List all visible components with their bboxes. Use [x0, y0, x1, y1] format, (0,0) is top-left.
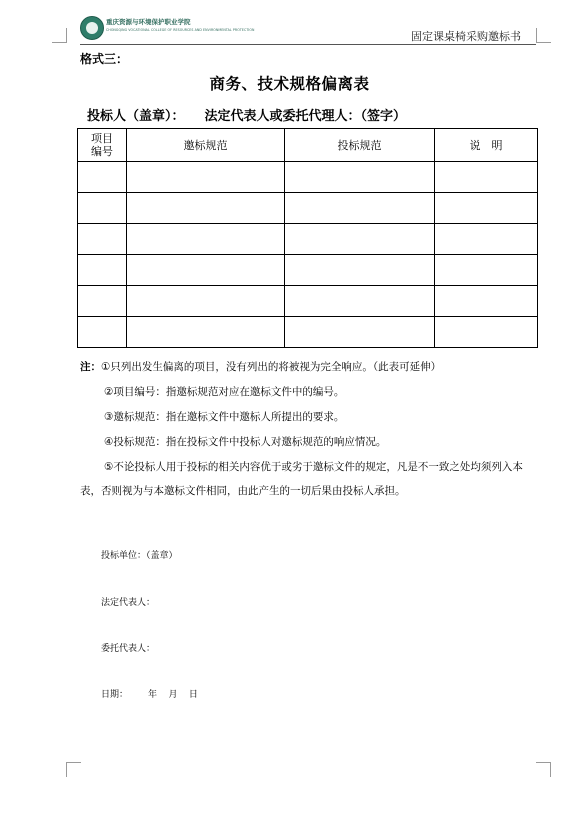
- table-cell[interactable]: [285, 193, 435, 224]
- note-4: ④投标规范：指在投标文件中投标人对邀标规范的响应情况。: [104, 436, 387, 448]
- table-cell[interactable]: [435, 193, 538, 224]
- table-cell[interactable]: [78, 255, 127, 286]
- crop-mark-top-left: [52, 28, 67, 43]
- signature-line: [87, 105, 406, 124]
- notes-section: [80, 355, 540, 503]
- crop-mark-bottom-left: [66, 762, 81, 777]
- table-cell[interactable]: [435, 224, 538, 255]
- college-name-en: CHONGQING VOCATIONAL COLLEGE OF RESOURCES AND ENVIRONMENTAL PROTECTION: [106, 28, 255, 32]
- table-row: [78, 224, 538, 255]
- table-row: [78, 317, 538, 348]
- note-3: ③邀标规范：指在邀标文件中邀标人所提出的要求。: [104, 411, 345, 423]
- table-cell[interactable]: [285, 255, 435, 286]
- page-title: 商务、技术规格偏离表: [209, 75, 370, 93]
- note-2: ②项目编号：指邀标规范对应在邀标文件中的编号。: [104, 386, 345, 398]
- table-cell[interactable]: [435, 286, 538, 317]
- table-cell[interactable]: [127, 317, 285, 348]
- table-cell[interactable]: [78, 193, 127, 224]
- college-logo: [80, 15, 255, 43]
- crop-mark-bottom-right: [536, 762, 551, 777]
- field-authorized-representative: 委托代表人：: [101, 644, 156, 654]
- table-cell[interactable]: [127, 193, 285, 224]
- table-header-row: [78, 129, 538, 162]
- header-bid-spec: 投标规范: [285, 129, 435, 162]
- header-item-no: 项目 编号: [78, 129, 127, 162]
- header-invite-spec: 邀标规范: [127, 129, 285, 162]
- table-cell[interactable]: [78, 317, 127, 348]
- table-cell[interactable]: [435, 162, 538, 193]
- representative-sign-label: 法定代表人或委托代理人：（签字）: [204, 109, 407, 124]
- table-cell[interactable]: [285, 224, 435, 255]
- table-cell[interactable]: [78, 162, 127, 193]
- table-row: [78, 193, 538, 224]
- table-row: [78, 286, 538, 317]
- note-1: [80, 355, 540, 380]
- table-cell[interactable]: [285, 317, 435, 348]
- format-label: 格式三：: [80, 52, 129, 66]
- table-row: [78, 255, 538, 286]
- table-cell[interactable]: [127, 162, 285, 193]
- table-cell[interactable]: [78, 286, 127, 317]
- note-1-text: ①只列出发生偏离的项目，没有列出的将被视为完全响应。（此表可延伸）: [101, 361, 442, 373]
- college-name-cn: 重庆资源与环境保护职业学院: [106, 18, 191, 26]
- note-5: ⑤不论投标人用于投标的相关内容优于或劣于邀标文件的规定，凡是不一致之处均须列入本表，否则视为与本邀标文件相同，由此产生的一切后果由投标人承担。: [80, 461, 523, 497]
- college-emblem-icon: [80, 16, 104, 40]
- table-cell[interactable]: [285, 286, 435, 317]
- table-cell[interactable]: [435, 255, 538, 286]
- field-date: 日期： 年 月 日: [101, 690, 198, 700]
- field-legal-representative: 法定代表人：: [101, 598, 156, 608]
- bidder-seal-label: 投标人（盖章）：: [87, 109, 185, 124]
- table-cell[interactable]: [127, 255, 285, 286]
- table-cell[interactable]: [78, 224, 127, 255]
- header-remarks: 说 明: [435, 129, 538, 162]
- table-cell[interactable]: [127, 224, 285, 255]
- crop-mark-top-right: [536, 28, 551, 43]
- table-cell[interactable]: [127, 286, 285, 317]
- table-cell[interactable]: [435, 317, 538, 348]
- table-row: [78, 162, 538, 193]
- header-rule: [80, 44, 536, 45]
- document-header-title: 固定课桌椅采购邀标书: [411, 30, 521, 43]
- field-bidder-unit: 投标单位：（盖章）: [101, 551, 178, 561]
- table-cell[interactable]: [285, 162, 435, 193]
- deviation-table: [77, 128, 538, 348]
- notes-prefix: 注：: [80, 361, 101, 373]
